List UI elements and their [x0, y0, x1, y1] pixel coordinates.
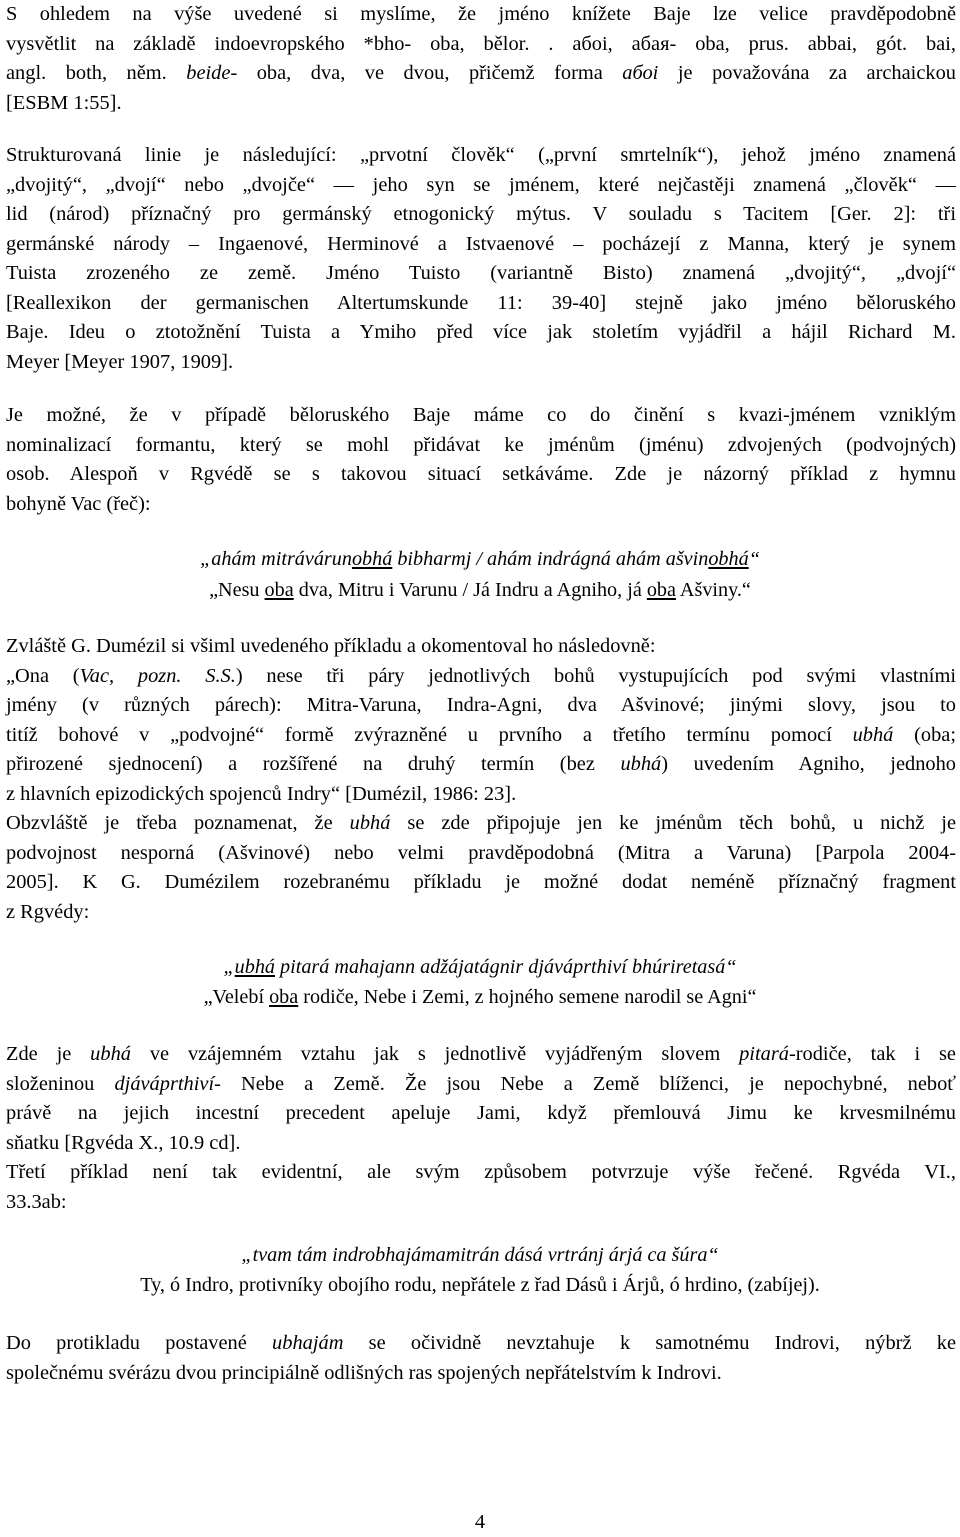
paragraph-quasi-name — [6, 401, 956, 519]
text-line: vysvětlit na základě indoevropského *bho- oba, bělor. . абоі, абая- oba, prus. abbai, gót. bai, — [6, 32, 956, 55]
verse-2-translation — [0, 983, 960, 1013]
text-run: Zde je — [6, 1043, 91, 1065]
text-line: Třetí příklad není tak evidentní, ale svým způsobem potvrzuje výše řečené. Rgvéda VI., — [6, 1161, 956, 1183]
page-number: 4 — [474, 1511, 486, 1533]
text-run: „Ona ( — [6, 664, 80, 687]
text-run: angl. both, něm. — [6, 62, 187, 84]
verse-text: Ty, ó Indro, protivníky obojího rodu, nepřátele z řad Dásů i Árjů, ó hrdino, (zabíjej). — [140, 1274, 820, 1296]
italic-term: pitará — [739, 1043, 789, 1065]
paragraph-etymology — [6, 0, 956, 118]
text-line: bohyně Vac (řeč): — [6, 492, 151, 515]
text-line: Meyer [Meyer 1907, 1909]. — [6, 350, 234, 373]
italic-term: ubhá — [349, 812, 391, 834]
text-run: se očividně nevztahuje k samotnému Indrovi, nýbrž ke — [343, 1332, 956, 1354]
text-line: [ESBM 1:55]. — [6, 91, 122, 114]
underlined-term: oba — [269, 986, 299, 1008]
verse-text: „ — [223, 956, 235, 978]
underlined-term: obhá — [351, 548, 393, 570]
verse-text: „Nesu — [209, 579, 265, 601]
text-line: osob. Alespoň v Rgvédě se s takovou situací setkáváme. Zde je názorný příklad z hymnu — [6, 463, 956, 485]
text-line — [6, 1040, 956, 1070]
italic-term: beide — [186, 62, 231, 84]
paragraph-ubha — [6, 1040, 956, 1217]
text-line: společnému svérázu dvou principiálně odlišných ras spojených nepřátelstvím k Indrovi. — [6, 1361, 722, 1384]
verse-text: “ — [748, 548, 760, 570]
verse-text: Ašviny.“ — [675, 579, 751, 601]
italic-term: абоі — [622, 62, 659, 84]
text-run: ) uvedením Agniho, jednoho — [661, 753, 957, 775]
verse-3-translation — [0, 1271, 960, 1301]
verse-text: „ahám mitrávárun — [200, 548, 352, 570]
verse-text: pitará mahajann adžájatágnir djáváprthiví bhúriretasá“ — [275, 956, 737, 978]
verse-1-original — [0, 545, 960, 575]
text-line: Je možné, že v případě běloruského Baje máme co do činění s kvazi-jménem vzniklým — [6, 404, 956, 426]
text-run: ) nese tři páry jednotlivých bohů vystupujících pod svými vlastními — [235, 664, 956, 687]
italic-term: Vac, pozn. S.S. — [79, 664, 236, 687]
text-line — [6, 1329, 956, 1359]
text-run: se zde připojuje jen ke jménům těch bohů, u nichž je — [390, 812, 956, 834]
italic-term: ubhá — [90, 1043, 131, 1065]
paragraph-structure — [6, 141, 956, 377]
verse-text: dva, Mitru i Varunu / Já Indru a Agniho, já — [293, 579, 647, 601]
text-run: titíž bohové v „podvojné“ formě zvýrazněné u prvního a třetího termínu pomocí — [6, 723, 853, 746]
text-line: 2005]. K G. Dumézilem rozebranému příkladu je možné dodat neméně příznačný fragment — [6, 871, 956, 893]
text-run: -rodiče, tak i se — [788, 1043, 956, 1065]
verse-1-translation — [0, 576, 960, 606]
text-line: sňatku [Rgvéda X., 10.9 cd]. — [6, 1131, 241, 1154]
text-run: Obzvláště je třeba poznamenat, že — [6, 812, 350, 834]
text-line — [6, 59, 956, 89]
verse-3-original — [0, 1241, 960, 1271]
text-line: Strukturovaná linie je následující: „prvotní člověk“ („první smrtelník“), jehož jméno znamená — [6, 144, 956, 166]
text-line: S ohledem na výše uvedené si myslíme, že jméno knížete Baje lze velice pravděpodobně — [6, 3, 956, 25]
text-line: [Reallexikon der germanischen Altertumskunde 11: 39-40] stejně jako jméno běloruského — [6, 291, 956, 314]
verse-text: „tvam tám indrobhajámamitrán dásá vrtránj árjá ca šúra“ — [241, 1244, 719, 1266]
text-line: lid (národ) příznačný pro germánský etnogonický mýtus. V souladu s Tacitem [Ger. 2]: tři — [6, 203, 956, 225]
text-run: složeninou — [6, 1072, 115, 1095]
text-run: (oba; — [893, 723, 956, 746]
text-line: jmény (v různých párech): Mitra-Varuna, Indra-Agni, dva Ašvinové; jinými slovy, jsou to — [6, 694, 956, 716]
text-line: germánské národy – Ingaenové, Herminové a Istvaenové – pocházejí z Manna, který je synem — [6, 232, 956, 255]
italic-term: ubhá — [620, 753, 662, 775]
verse-2-original — [0, 953, 960, 983]
text-line: Tuista zrozeného ze země. Jméno Tuisto (variantně Bisto) znamená „dvojitý“, „dvojí“ — [6, 262, 956, 284]
verse-text: bibharmj / ahám indrágná ahám ašvin — [392, 548, 709, 570]
text-run: Do protikladu postavené — [6, 1332, 273, 1354]
text-line: nominalizací formantu, který se mohl přidávat ke jménům (jménu) zdvojených (podvojných) — [6, 433, 956, 456]
paragraph-dumezil — [6, 632, 956, 927]
text-line — [6, 750, 956, 780]
text-line: podvojnost nesporná (Ašvinové) nebo velmi pravděpodobná (Mitra a Varuna) [Parpola 2004- — [6, 841, 956, 864]
text-line: právě na jejich incestní precedent apeluje Jami, když přemlouvá Jimu ke krvesmilnému — [6, 1102, 956, 1124]
underlined-term: oba — [646, 579, 676, 601]
underlined-term: oba — [264, 579, 294, 601]
text-run: přirozené sjednocení) a rozšířené na druhý termín (bez — [6, 753, 621, 775]
text-line — [6, 1070, 956, 1100]
text-run: - oba, dva, ve dvou, přičemž forma — [230, 62, 623, 84]
text-line — [6, 809, 956, 839]
text-line: „dvojitý“, „dvojí“ nebo „dvojče“ — jeho syn se jménem, které nejčastěji znamená „člověk“ — — [6, 173, 956, 196]
text-line: 33.3ab: — [6, 1190, 67, 1213]
text-line: z hlavních epizodických spojenců Indry“ [Dumézil, 1986: 23]. — [6, 782, 517, 805]
underlined-term: obhá — [708, 548, 749, 570]
text-run: - Nebe a Země. Že jsou Nebe a Země blíženci, je nepochybné, neboť — [214, 1072, 956, 1095]
text-line: z Rgvédy: — [6, 900, 90, 923]
text-run: ve vzájemném vztahu jak s jednotlivě vyjádřeným slovem — [130, 1043, 740, 1065]
italic-term: ubhá — [852, 723, 894, 746]
italic-term: ubhajám — [272, 1332, 344, 1354]
underlined-term: ubhá — [234, 956, 275, 978]
text-line: Baje. Ideu o ztotožnění Tuista a Ymiho před více jak stoletím vyjádřil a hájil Richard M. — [6, 321, 956, 343]
verse-text: „Velebí — [203, 986, 270, 1008]
paragraph-ubhajam — [6, 1329, 956, 1388]
text-line — [6, 662, 956, 692]
verse-text: rodiče, Nebe i Zemi, z hojného semene narodil se Agni“ — [298, 986, 757, 1008]
text-line: Zvláště G. Dumézil si všiml uvedeného příkladu a okomentoval ho následovně: — [6, 635, 656, 657]
italic-term: djáváprthiví — [114, 1072, 215, 1095]
text-line — [6, 721, 956, 751]
text-run: je považována za archaickou — [658, 62, 956, 84]
